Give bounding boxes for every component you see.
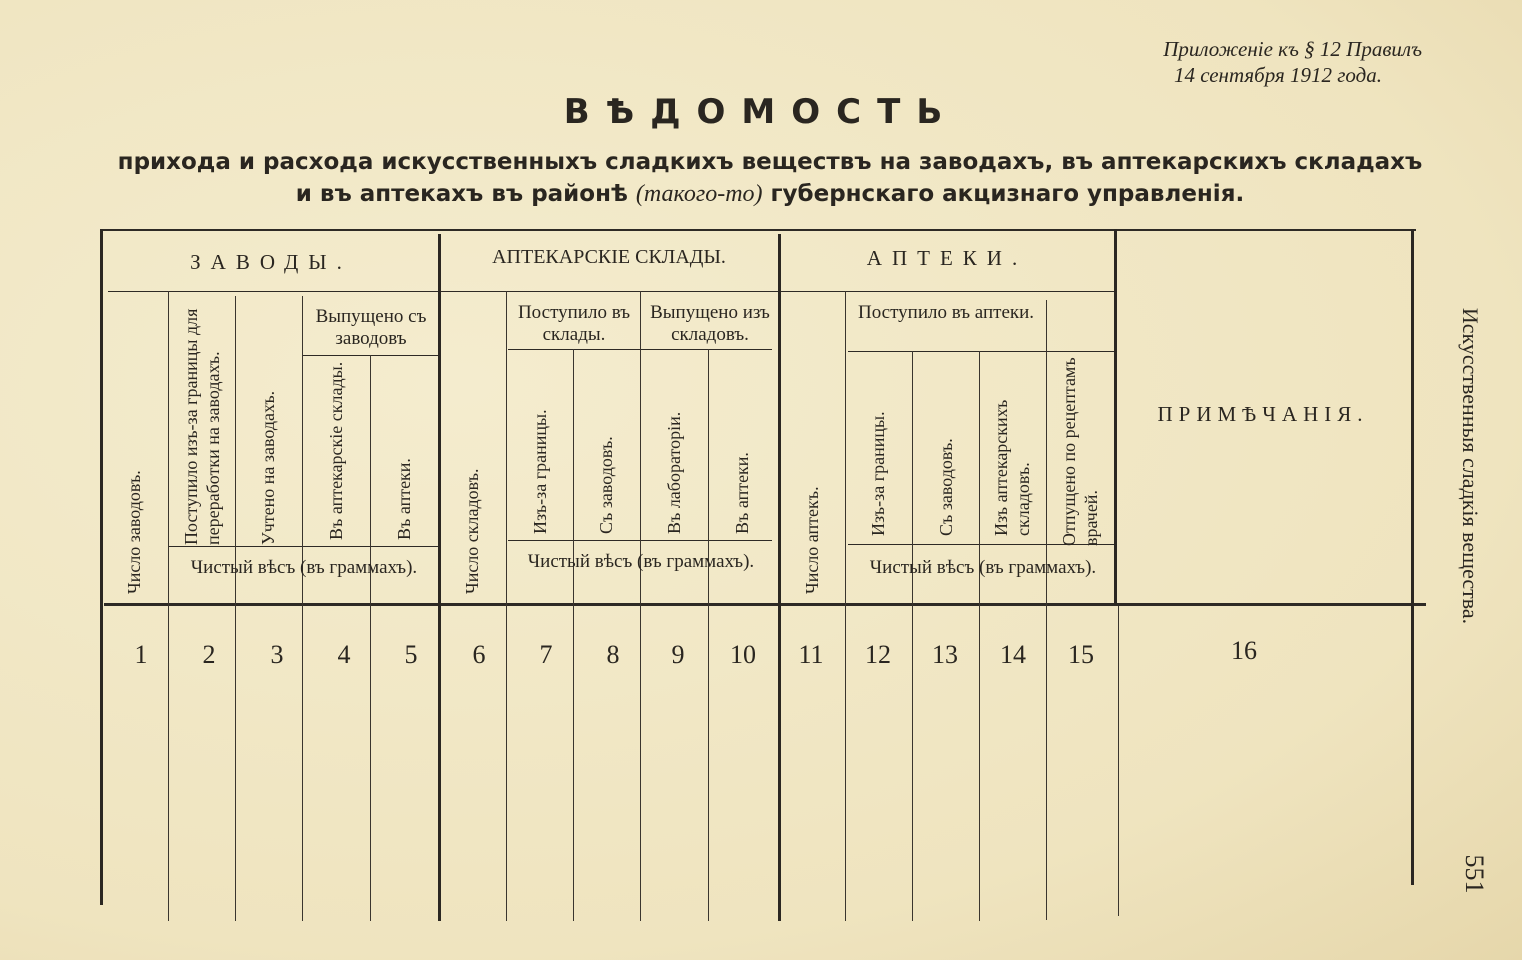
table-right-border	[1411, 229, 1414, 885]
table-top-rule	[100, 229, 1416, 231]
column-number: 2	[202, 640, 216, 669]
col-header-pharmacy-from-factories: Съ заводовъ.	[936, 438, 956, 536]
appendix-reference	[1163, 36, 1422, 88]
column-number: 9	[671, 640, 685, 669]
group-header-rule	[108, 291, 1114, 292]
document-title: ВѢДОМОСТЬ	[563, 92, 959, 132]
subgroup-released-from-warehouses: Выпущено изъ складовъ.	[650, 302, 770, 345]
divider-remarks-body	[1118, 606, 1119, 916]
subtitle-region-placeholder: (такого-то)	[635, 181, 763, 207]
col-header-to-laboratories: Въ лабораторіи.	[664, 411, 684, 534]
column-number: 12	[865, 640, 891, 669]
net-weight-label-warehouses: Чистый вѣсъ (въ граммахъ).	[527, 551, 755, 572]
column-number: 15	[1068, 640, 1094, 669]
subtitle-line1: прихода и расхода искусственныхъ сладкихъ веществъ на заводахъ, въ аптекарскихъ складахъ	[117, 149, 1423, 175]
appendix-reference-line1: Приложеніе къ § 12 Правилъ	[1163, 37, 1422, 61]
column-number: 6	[472, 640, 486, 669]
column-number: 4	[337, 640, 351, 669]
column-number: 5	[404, 640, 418, 669]
page-number: 551	[1460, 854, 1489, 894]
weight-rule-factories	[168, 546, 438, 547]
group-header-warehouses: АПТЕКАРСКІЕ СКЛАДЫ.	[492, 246, 726, 268]
col-header-factory-count: Число заводовъ.	[124, 470, 144, 594]
column-number: 7	[539, 640, 553, 669]
column-number: 10	[730, 640, 756, 669]
col-header-pharmacy-from-abroad: Изъ-за границы.	[868, 411, 888, 536]
subtitle-line2-start: и въ аптекахъ въ районѣ	[295, 181, 636, 207]
subgroup-released-from-factories: Выпущено съ заводовъ	[315, 306, 427, 349]
document-subtitle	[80, 146, 1460, 210]
subtitle-line2	[80, 178, 1460, 210]
column-number: 14	[1000, 640, 1026, 669]
col-header-imported-for-processing: Поступило изъ-за границы для переработки на заводахъ.	[181, 308, 223, 545]
net-weight-label-factories: Чистый вѣсъ (въ граммахъ).	[190, 557, 418, 578]
group-header-pharmacies: АПТЕКИ.	[866, 246, 1028, 270]
remarks-divider	[1114, 229, 1117, 605]
appendix-reference-line2: 14 сентября 1912 года.	[1173, 63, 1382, 87]
col-header-warehouse-from-abroad: Изъ-за границы.	[530, 409, 550, 534]
net-weight-label-pharmacies: Чистый вѣсъ (въ граммахъ).	[869, 557, 1097, 578]
col-header-dispensed-by-prescription: Отпущено по рецептамъ врачей.	[1059, 357, 1101, 546]
column-number: 1	[134, 640, 148, 669]
subgroup-received-at-warehouses: Поступило въ склады.	[517, 302, 631, 345]
column-number: 11	[798, 640, 824, 669]
column-number: 8	[606, 640, 620, 669]
col-header-to-pharmacy-warehouses: Въ аптекарскіе склады.	[326, 361, 346, 540]
group-header-factories: ЗАВОДЫ.	[190, 250, 352, 274]
col-header-registered-at-factories: Учтено на заводахъ.	[258, 390, 278, 545]
side-caption: Искусственныя сладкія вещества.	[1458, 307, 1483, 625]
remarks-header: ПРИМѢЧАНІЯ.	[1157, 402, 1369, 426]
col-header-pharmacy-count: Число аптекъ.	[802, 486, 822, 594]
subtitle-line2-end: губернскаго акцизнаго управленія.	[762, 181, 1245, 207]
subgroup-received-at-pharmacies: Поступило въ аптеки.	[857, 302, 1035, 323]
col-header-warehouse-count: Число складовъ.	[462, 468, 482, 594]
col-header-from-pharmacy-warehouses: Изъ аптекарскихъ складовъ.	[991, 399, 1033, 536]
column-number: 3	[270, 640, 284, 669]
column-number: 13	[932, 640, 958, 669]
col-header-to-pharmacies-from-factories: Въ аптеки.	[394, 458, 414, 540]
col-header-warehouse-to-pharmacies: Въ аптеки.	[732, 452, 752, 534]
col-header-warehouse-from-factories: Съ заводовъ.	[596, 436, 616, 534]
column-number: 16	[1231, 636, 1257, 665]
